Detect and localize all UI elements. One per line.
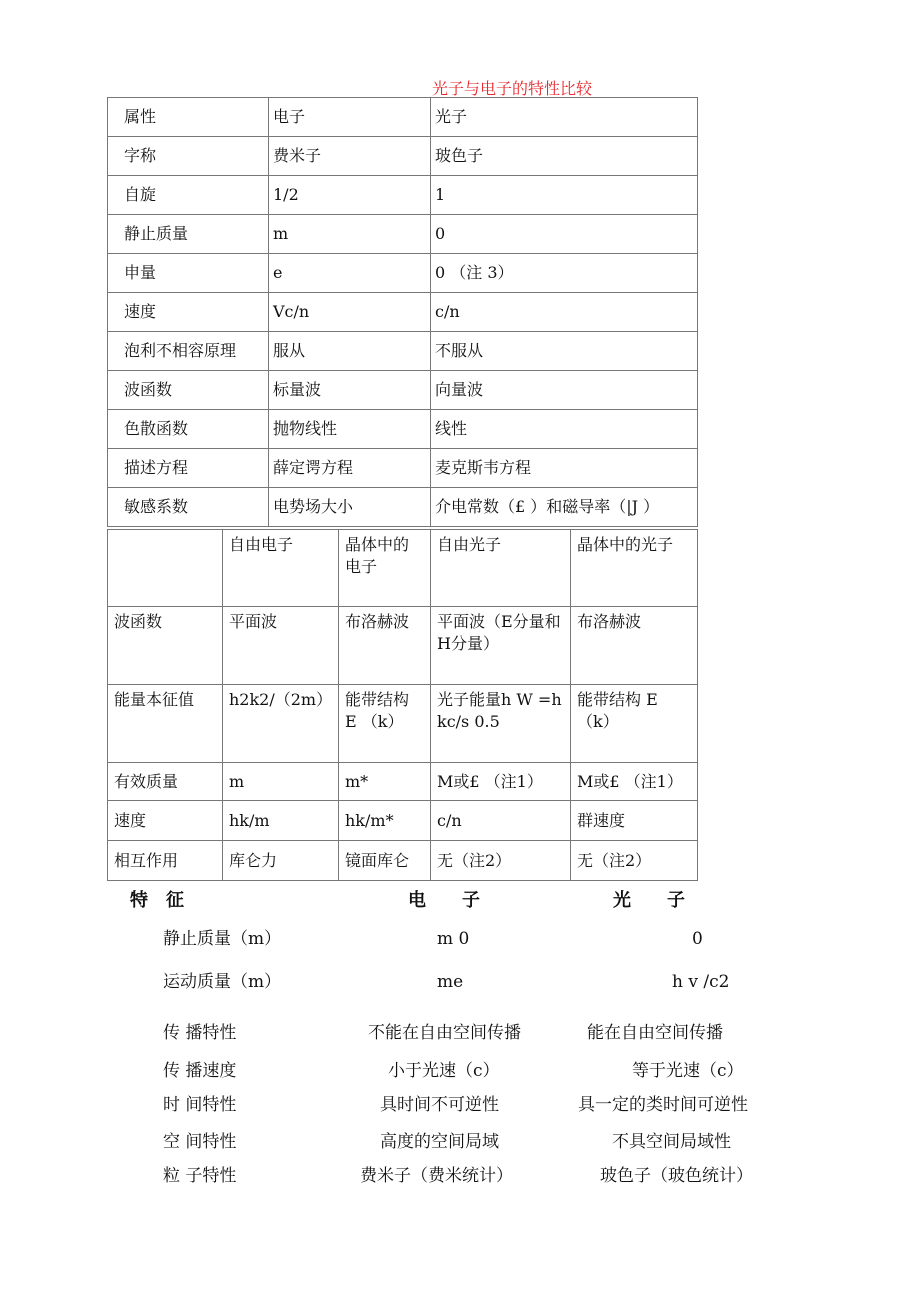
comparison-table-basic: [107, 97, 698, 527]
table-cell: 1/2: [269, 176, 431, 215]
table-cell: 无（注2）: [571, 841, 698, 881]
table-row: [108, 137, 698, 176]
table-cell: 描述方程: [108, 449, 269, 488]
table-cell: hk/m*: [339, 801, 431, 841]
feature-cell: 具时间不可逆性: [380, 1095, 499, 1115]
table-cell: 镜面库仑: [339, 841, 431, 881]
feature-cell: 运动质量（m）: [163, 972, 282, 992]
table-cell: 字称: [108, 137, 269, 176]
table-cell: 麦克斯韦方程: [431, 449, 698, 488]
feature-cell: 小于光速（c）: [388, 1061, 500, 1081]
table-cell: 光子: [431, 98, 698, 137]
feature-cell: 等于光速（c）: [632, 1061, 744, 1081]
feature-cell: 玻色子（玻色统计）: [600, 1166, 753, 1186]
table-cell: 薛定谔方程: [269, 449, 431, 488]
feature-cell: 费米子（费米统计）: [360, 1166, 513, 1186]
table-cell: 能量本征值: [108, 685, 223, 763]
table-cell: 不服从: [431, 332, 698, 371]
table-row: [108, 254, 698, 293]
feature-cell: 静止质量（m）: [163, 929, 282, 949]
table-cell: 标量波: [269, 371, 431, 410]
table-cell: 布洛赫波: [339, 607, 431, 685]
table-cell: 能带结构 E （k）: [339, 685, 431, 763]
table-row: [108, 293, 698, 332]
table-cell: c/n: [431, 293, 698, 332]
table-cell: m*: [339, 763, 431, 801]
feature-cell: h v /c2: [672, 972, 730, 992]
table-row: [108, 488, 698, 527]
document-title: 光子与电子的特性比较: [432, 79, 593, 98]
feature-cell: me: [437, 972, 464, 992]
table-cell: 速度: [108, 293, 269, 332]
feature-cell: 高度的空间局域: [380, 1132, 499, 1152]
table-cell: 自旋: [108, 176, 269, 215]
table-cell: 抛物线性: [269, 410, 431, 449]
feature-cell: 空 间特性: [163, 1132, 237, 1152]
table-cell: c/n: [431, 801, 571, 841]
feature-cell: m 0: [437, 929, 470, 949]
table-cell: m: [269, 215, 431, 254]
table-cell: 光子能量h W =hkc/s 0.5: [431, 685, 571, 763]
table-cell: 服从: [269, 332, 431, 371]
header-cell: 自由光子: [431, 530, 571, 607]
table-cell: h2k2/（2m）: [223, 685, 339, 763]
table-cell: Vc/n: [269, 293, 431, 332]
table-cell: 泡利不相容原理: [108, 332, 269, 371]
table-cell: 有效质量: [108, 763, 223, 801]
table-row: [108, 607, 698, 685]
table-cell: M或£ （注1）: [431, 763, 571, 801]
table-cell: 波函数: [108, 371, 269, 410]
feature-cell: 时 间特性: [163, 1095, 237, 1115]
table-cell: 电势场大小: [269, 488, 431, 527]
section-header: 电 子: [408, 890, 480, 911]
table-cell: hk/m: [223, 801, 339, 841]
table-header-row: [108, 530, 698, 607]
table-cell: 线性: [431, 410, 698, 449]
table-cell: 能带结构 E （k）: [571, 685, 698, 763]
table-cell: 平面波（E分量和H分量）: [431, 607, 571, 685]
table-cell: 0 （注 3）: [431, 254, 698, 293]
table-cell: 无（注2）: [431, 841, 571, 881]
table-cell: 0: [431, 215, 698, 254]
table-row: [108, 410, 698, 449]
table-cell: 属性: [108, 98, 269, 137]
table-cell: 速度: [108, 801, 223, 841]
table-cell: 电子: [269, 98, 431, 137]
header-cell: 晶体中的电子: [339, 530, 431, 607]
table-cell: m: [223, 763, 339, 801]
table-row: [108, 449, 698, 488]
table-cell: M或£ （注1）: [571, 763, 698, 801]
table-cell: 布洛赫波: [571, 607, 698, 685]
feature-cell: 具一定的类时间可逆性: [578, 1095, 748, 1115]
header-cell: 晶体中的光子: [571, 530, 698, 607]
comparison-table-crystal: [107, 529, 698, 881]
table-row: [108, 176, 698, 215]
table-row: [108, 763, 698, 801]
table-cell: e: [269, 254, 431, 293]
section-header: 光 子: [613, 890, 685, 911]
header-cell: 自由电子: [223, 530, 339, 607]
table-cell: 静止质量: [108, 215, 269, 254]
table-row: [108, 841, 698, 881]
header-cell: [108, 530, 223, 607]
table-cell: 库仑力: [223, 841, 339, 881]
table-cell: 波函数: [108, 607, 223, 685]
table-row: [108, 98, 698, 137]
table-row: [108, 332, 698, 371]
feature-cell: 不具空间局域性: [612, 1132, 731, 1152]
table-cell: 费米子: [269, 137, 431, 176]
table-cell: 向量波: [431, 371, 698, 410]
feature-cell: 传 播速度: [163, 1061, 237, 1081]
table-cell: 1: [431, 176, 698, 215]
feature-cell: 粒 子特性: [163, 1166, 237, 1186]
table-cell: 玻色子: [431, 137, 698, 176]
section-header: 特 征: [130, 890, 184, 911]
table-cell: 介电常数（£ ）和磁导率（|J ）: [431, 488, 698, 527]
table-row: [108, 371, 698, 410]
table-row: [108, 215, 698, 254]
feature-cell: 0: [692, 929, 703, 949]
table-cell: 敏感系数: [108, 488, 269, 527]
feature-cell: 能在自由空间传播: [587, 1023, 723, 1043]
feature-cell: 传 播特性: [163, 1023, 237, 1043]
table-cell: 申量: [108, 254, 269, 293]
table-cell: 平面波: [223, 607, 339, 685]
feature-cell: 不能在自由空间传播: [368, 1023, 521, 1043]
table-row: [108, 801, 698, 841]
table-row: [108, 685, 698, 763]
table-cell: 色散函数: [108, 410, 269, 449]
table-cell: 群速度: [571, 801, 698, 841]
table-cell: 相互作用: [108, 841, 223, 881]
